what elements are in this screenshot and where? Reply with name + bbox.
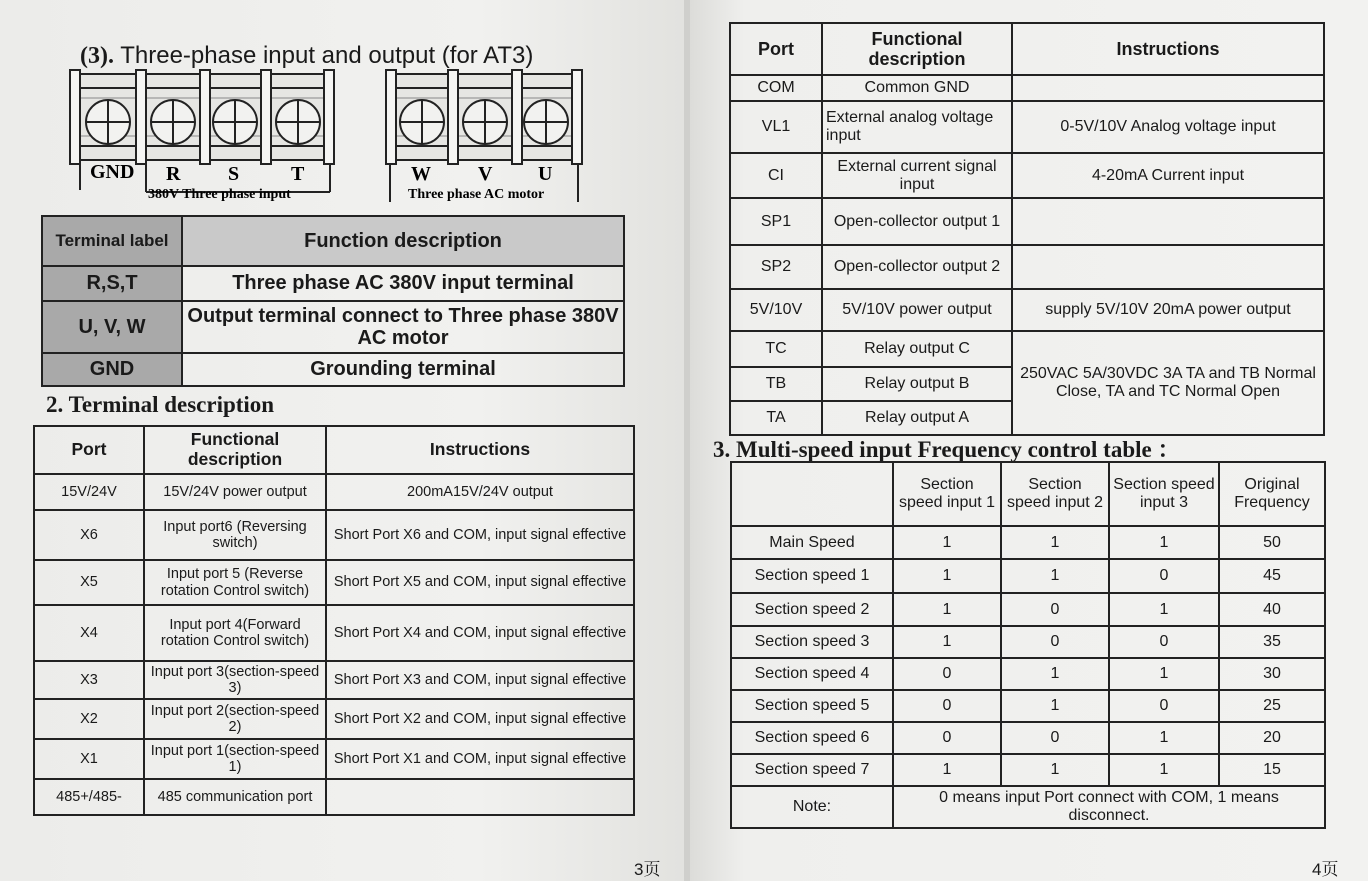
function-cell: 485 communication port — [144, 779, 326, 815]
section-title-terminal-description: 2. Terminal description — [46, 392, 275, 417]
terminal-label-u: U — [538, 163, 553, 185]
header-port: Port — [34, 426, 144, 474]
frequency-cell: 20 — [1219, 722, 1325, 754]
page-number-left: 3页 — [634, 860, 661, 879]
input-2-cell: 1 — [1001, 754, 1109, 786]
table-row — [731, 754, 1325, 786]
note-label: Note: — [731, 786, 893, 828]
table-row — [730, 153, 1324, 198]
function-cell: External current signal input — [822, 153, 1012, 198]
instruction-cell: 200mA15V/24V output — [326, 474, 634, 510]
function-cell: Output terminal connect to Three phase 380V AC motor — [182, 301, 624, 353]
frequency-cell: 15 — [1219, 754, 1325, 786]
screw-s-icon — [213, 100, 257, 144]
header-original-frequency: Original Frequency — [1219, 462, 1325, 526]
terminal-label-t: T — [291, 163, 305, 185]
screw-r-icon — [151, 100, 195, 144]
table-row — [730, 101, 1324, 153]
input-2-cell: 0 — [1001, 722, 1109, 754]
frequency-cell: 45 — [1219, 559, 1325, 593]
table-row — [731, 526, 1325, 559]
function-cell: Input port 3(section-speed 3) — [144, 661, 326, 699]
table-header-row — [34, 426, 634, 474]
terminal-label-cell: R,S,T — [42, 266, 182, 301]
function-cell: External analog voltage input — [822, 101, 1012, 153]
input-2-cell: 1 — [1001, 526, 1109, 559]
table-row — [34, 605, 634, 661]
header-section-speed-input-3: Section speed input 3 — [1109, 462, 1219, 526]
port-cell: X2 — [34, 699, 144, 739]
function-cell: Input port 4(Forward rotation Control switch) — [144, 605, 326, 661]
input-3-cell: 1 — [1109, 722, 1219, 754]
input-2-cell: 1 — [1001, 658, 1109, 690]
function-cell: Grounding terminal — [182, 353, 624, 386]
port-cell: TB — [730, 367, 822, 401]
table-row — [730, 75, 1324, 101]
instruction-cell: Short Port X4 and COM, input signal effective — [326, 605, 634, 661]
table-row — [731, 722, 1325, 754]
table-row — [34, 560, 634, 605]
input-3-cell: 1 — [1109, 754, 1219, 786]
table-row — [731, 559, 1325, 593]
header-instructions: Instructions — [326, 426, 634, 474]
input-1-cell: 1 — [893, 626, 1001, 658]
screw-v-icon — [463, 100, 507, 144]
screw-t-icon — [276, 100, 320, 144]
table-row — [730, 245, 1324, 289]
screw-w-icon — [400, 100, 444, 144]
input-1-cell: 0 — [893, 722, 1001, 754]
terminal-label-cell: GND — [42, 353, 182, 386]
table-row — [730, 198, 1324, 245]
table-row — [731, 690, 1325, 722]
terminal-label-s: S — [228, 163, 240, 185]
function-cell: Input port6 (Reversing switch) — [144, 510, 326, 560]
instruction-cell: Short Port X1 and COM, input signal effective — [326, 739, 634, 779]
section-title-multi-speed: 3. Multi-speed input Frequency control table ： — [713, 437, 1181, 462]
instruction-cell: Short Port X5 and COM, input signal effective — [326, 560, 634, 605]
instruction-cell: Short Port X6 and COM, input signal effective — [326, 510, 634, 560]
function-cell: Open-collector output 1 — [822, 198, 1012, 245]
frequency-cell: 25 — [1219, 690, 1325, 722]
table-row — [730, 289, 1324, 331]
port-cell: X6 — [34, 510, 144, 560]
instruction-cell — [1012, 198, 1324, 245]
port-cell: X1 — [34, 739, 144, 779]
frequency-cell: 50 — [1219, 526, 1325, 559]
frequency-cell: 40 — [1219, 593, 1325, 626]
header-blank — [731, 462, 893, 526]
table-row — [730, 331, 1324, 367]
table-row — [42, 266, 624, 301]
port-cell: SP2 — [730, 245, 822, 289]
function-cell: 15V/24V power output — [144, 474, 326, 510]
input-2-cell: 0 — [1001, 626, 1109, 658]
table-row — [731, 593, 1325, 626]
table-row — [731, 626, 1325, 658]
header-section-speed-input-2: Section speed input 2 — [1001, 462, 1109, 526]
table-row — [42, 301, 624, 353]
input-1-cell: 0 — [893, 690, 1001, 722]
input-2-cell: 1 — [1001, 690, 1109, 722]
table-row — [34, 474, 634, 510]
input-3-cell: 1 — [1109, 526, 1219, 559]
port-table — [729, 22, 1325, 436]
frequency-cell: 30 — [1219, 658, 1325, 690]
port-cell: 5V/10V — [730, 289, 822, 331]
port-cell: CI — [730, 153, 822, 198]
speed-name-cell: Section speed 2 — [731, 593, 893, 626]
header-function-description: Function description — [182, 216, 624, 266]
port-cell: X4 — [34, 605, 144, 661]
table-row — [34, 510, 634, 560]
port-cell: X3 — [34, 661, 144, 699]
table-row — [34, 779, 634, 815]
speed-name-cell: Main Speed — [731, 526, 893, 559]
port-cell: X5 — [34, 560, 144, 605]
speed-name-cell: Section speed 1 — [731, 559, 893, 593]
relay-instruction-cell: 250VAC 5A/30VDC 3A TA and TB Normal Close, TA and TC Normal Open — [1012, 331, 1324, 435]
input-1-cell: 0 — [893, 658, 1001, 690]
function-cell: Common GND — [822, 75, 1012, 101]
function-table — [41, 215, 625, 387]
note-row — [731, 786, 1325, 828]
diagram-title: (3). Three-phase input and output (for AT3) — [80, 42, 534, 69]
input-3-cell: 1 — [1109, 658, 1219, 690]
function-cell: Relay output C — [822, 331, 1012, 367]
header-instructions: Instructions — [1012, 23, 1324, 75]
speed-name-cell: Section speed 4 — [731, 658, 893, 690]
table-row — [34, 739, 634, 779]
function-cell: Relay output B — [822, 367, 1012, 401]
input-2-cell: 0 — [1001, 593, 1109, 626]
port-cell: SP1 — [730, 198, 822, 245]
port-cell: VL1 — [730, 101, 822, 153]
terminal-label-cell: U, V, W — [42, 301, 182, 353]
input-2-cell: 1 — [1001, 559, 1109, 593]
function-cell: Three phase AC 380V input terminal — [182, 266, 624, 301]
table-header-row — [42, 216, 624, 266]
instruction-cell: 4-20mA Current input — [1012, 153, 1324, 198]
output-group-label: Three phase AC motor — [408, 187, 545, 202]
input-1-cell: 1 — [893, 526, 1001, 559]
terminal-block-diagram — [68, 40, 588, 212]
terminal-label-v: V — [478, 163, 493, 185]
page-number-right: 4页 — [1312, 860, 1339, 879]
function-cell: Input port 1(section-speed 1) — [144, 739, 326, 779]
header-terminal-label: Terminal label — [42, 216, 182, 266]
terminal-label-r: R — [166, 163, 181, 185]
port-cell: TA — [730, 401, 822, 435]
instruction-cell: Short Port X2 and COM, input signal effective — [326, 699, 634, 739]
table-row — [34, 699, 634, 739]
note-text: 0 means input Port connect with COM, 1 means disconnect. — [893, 786, 1325, 828]
speed-name-cell: Section speed 6 — [731, 722, 893, 754]
speed-name-cell: Section speed 7 — [731, 754, 893, 786]
function-cell: Input port 2(section-speed 2) — [144, 699, 326, 739]
table-row — [34, 661, 634, 699]
instruction-cell — [326, 779, 634, 815]
port-cell: 15V/24V — [34, 474, 144, 510]
input-3-cell: 0 — [1109, 690, 1219, 722]
terminal-label-gnd: GND — [90, 161, 135, 183]
screw-gnd-icon — [86, 100, 130, 144]
header-section-speed-input-1: Section speed input 1 — [893, 462, 1001, 526]
input-1-cell: 1 — [893, 754, 1001, 786]
table-row — [42, 353, 624, 386]
function-cell: Input port 5 (Reverse rotation Control switch) — [144, 560, 326, 605]
input-3-cell: 0 — [1109, 559, 1219, 593]
input-1-cell: 1 — [893, 559, 1001, 593]
function-cell: 5V/10V power output — [822, 289, 1012, 331]
speed-name-cell: Section speed 3 — [731, 626, 893, 658]
header-functional-description: Functional description — [144, 426, 326, 474]
screw-u-icon — [524, 100, 568, 144]
instruction-cell — [1012, 245, 1324, 289]
input-3-cell: 0 — [1109, 626, 1219, 658]
table-header-row — [731, 462, 1325, 526]
input-1-cell: 1 — [893, 593, 1001, 626]
terminal-description-table — [33, 425, 635, 816]
port-cell: 485+/485- — [34, 779, 144, 815]
function-cell: Relay output A — [822, 401, 1012, 435]
multi-speed-table — [730, 461, 1326, 829]
instruction-cell: 0-5V/10V Analog voltage input — [1012, 101, 1324, 153]
table-row — [731, 658, 1325, 690]
port-cell: TC — [730, 331, 822, 367]
port-cell: COM — [730, 75, 822, 101]
function-cell: Open-collector output 2 — [822, 245, 1012, 289]
header-functional-description: Functional description — [822, 23, 1012, 75]
instruction-cell: supply 5V/10V 20mA power output — [1012, 289, 1324, 331]
frequency-cell: 35 — [1219, 626, 1325, 658]
input-3-cell: 1 — [1109, 593, 1219, 626]
header-port: Port — [730, 23, 822, 75]
instruction-cell — [1012, 75, 1324, 101]
instruction-cell: Short Port X3 and COM, input signal effective — [326, 661, 634, 699]
table-header-row — [730, 23, 1324, 75]
speed-name-cell: Section speed 5 — [731, 690, 893, 722]
input-group-label: 380V Three phase input — [148, 187, 291, 202]
terminal-label-w: W — [411, 163, 431, 185]
